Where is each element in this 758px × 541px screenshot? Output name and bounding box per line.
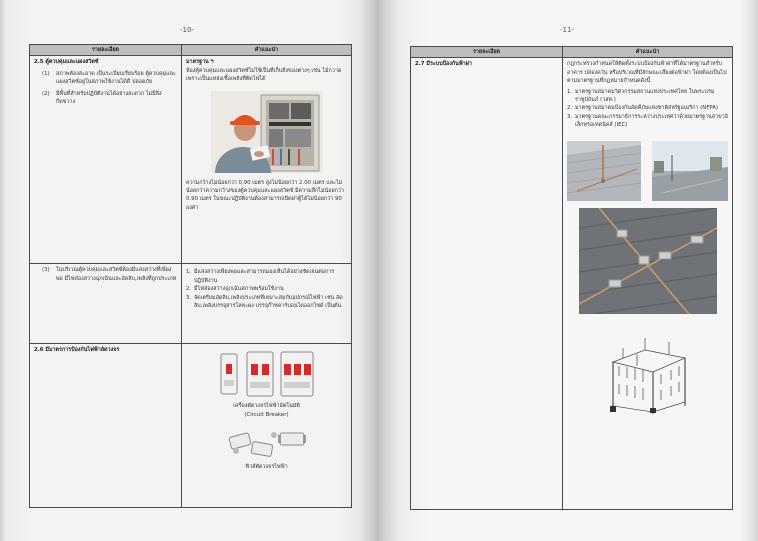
section-2-6-advice-cell	[182, 344, 352, 508]
section-title: 2.6 มีมาตรการป้องกันไฟฟ้าลัดวงจร	[34, 347, 120, 354]
circuit-breaker-caption-en: (Circuit Breaker)	[244, 411, 289, 418]
section-2-7-detail-cell	[411, 58, 563, 510]
building-diagram	[599, 332, 697, 414]
section-title: 2.5 ตู้ควบคุมและแผงสวิตซ์	[34, 59, 99, 66]
section-title: 2.7 มีระบบป้องกันฟ้าผ่า	[415, 61, 472, 68]
fuse-image	[222, 425, 312, 461]
circuit-breaker-caption: เครื่องตัดวงจรไฟฟ้าอัตโนมัติ	[233, 403, 300, 410]
list-item: (2) มีพื้นที่สำหรับปฏิบัติงานได้อย่างสะดวก ไม่มีสิ่งกีดขวาง	[42, 90, 162, 105]
page-number-right: -11-	[560, 26, 574, 34]
column-header-advice: คำแนะนำ	[182, 45, 352, 56]
standards-list	[567, 88, 728, 130]
advice-intro: กฎกระทรวงกำหนดให้ติดตั้งระบบป้องกันฟ้าผ่าที่ได้มาตรฐานสำหรับอาคาร ปล่องควัน หรือบริเวณที่มีลักษณะเสี่ยงต่อฟ้าผ่า โดยต้องเป็นไปตามมาตรฐานที่กฎหมายกำหนดดังนี้	[567, 61, 727, 85]
page-number-left: -10-	[180, 26, 194, 34]
rooftop-photos	[567, 141, 728, 201]
section-2-7-advice-cell	[563, 58, 733, 510]
advice-title: มาตรฐาน ฯ	[186, 59, 214, 66]
list-item: 3. มาตรฐานคณะกรรมาธิการระหว่างประเทศว่าด้วยมาตรฐานสาขาอิเล็กทรอเทคนิคส์ (IEC)	[567, 113, 729, 128]
circuit-breaker-image	[217, 348, 317, 400]
roof-conductor-photo	[579, 208, 717, 314]
clearance-text: ความกว้างไม่น้อยกว่า 0.90 เมตร สูงไม่น้อยกว่า 2.00 เมตร และไม่น้อยกว่าความกว้างของตู้ควบคุมและแผงสวิตซ์ มีความลึกไม่น้อยกว่า 0.90 เมตร ในขณะปฏิบัติงานต้องสามารถเปิดฝาตู้ได้ไม่น้อยกว่า 90 องศา	[186, 179, 344, 211]
list-item: (1) สภาพห้องสะอาด เป็นระเบียบเรียบร้อย ตู้ควบคุมและแผงสวิตซ์อยู่ในสภาพใช้งานได้ดี ปลอดภัย	[42, 70, 176, 86]
section-2-6-detail-cell	[30, 344, 182, 508]
column-header-detail: รายละเอียด	[30, 45, 182, 56]
right-table	[410, 46, 733, 510]
fuse-caption: ฟิวส์ตัดวงจรไฟฟ้า	[245, 464, 288, 471]
section-2-5-item3-cell	[30, 264, 182, 344]
bullet-list	[186, 268, 347, 310]
column-header-detail: รายละเอียด	[411, 47, 563, 58]
list-item: 2. มาตรฐานสมาคมป้องกันอัคคีภัยแห่งชาติสหรัฐอเมริกา (NFPA)	[567, 105, 719, 112]
technician-photo	[211, 91, 323, 173]
section-2-5-bullets-cell	[182, 264, 352, 344]
section-2-5-advice-cell	[182, 56, 352, 264]
list-item: (3) ในบริเวณตู้ควบคุมและสวิตซ์ต้องมีแสงสว่างที่เพียงพอ มีไฟส่องสว่างฉุกเฉินและอัดลิบ,เพลิงที่ถูกประเภท	[42, 267, 177, 282]
column-header-advice: คำแนะนำ	[563, 47, 733, 58]
list-item: 2. มีไฟส่องสว่างฉุกเฉินสภาพพร้อมใช้งาน	[186, 286, 284, 293]
roof-air-terminal-photo	[652, 141, 728, 201]
lightning-rod-photo	[567, 141, 641, 201]
left-table	[29, 44, 352, 508]
list-item: 3. จัดเตรียมอัดลิบ,เพลิงประเภทที่เหมาะสมกับอุปกรณ์ไฟฟ้า เช่น อัดลิบ,เพลิงบรรจุสารโลหะผง บรรจุก๊าซคาร์บอนไดออกไซด์ เป็นต้น	[186, 294, 343, 309]
advice-text: ห้องตู้ควบคุมและแผงสวิตซ์ไม่ใช้เป็นที่เก็บสิ่งของต่างๆ เช่น ไม้กวาด เพราะเป็นแหล่งเชื้อเพลิงที่ติดไฟได้	[186, 67, 342, 83]
section-2-5-detail-cell	[30, 56, 182, 264]
list-item: 1. มาตรฐานสมาคมวิศวกรรมสถานแห่งประเทศไทย ในพระบรมราชูปถัมภ์ (วสท.)	[567, 88, 715, 103]
list-item: 1. มีแสงสว่างเพียงพอและสามารถมองเห็นได้อย่างชัดเจนต่อการปฏิบัติงาน	[186, 269, 335, 284]
